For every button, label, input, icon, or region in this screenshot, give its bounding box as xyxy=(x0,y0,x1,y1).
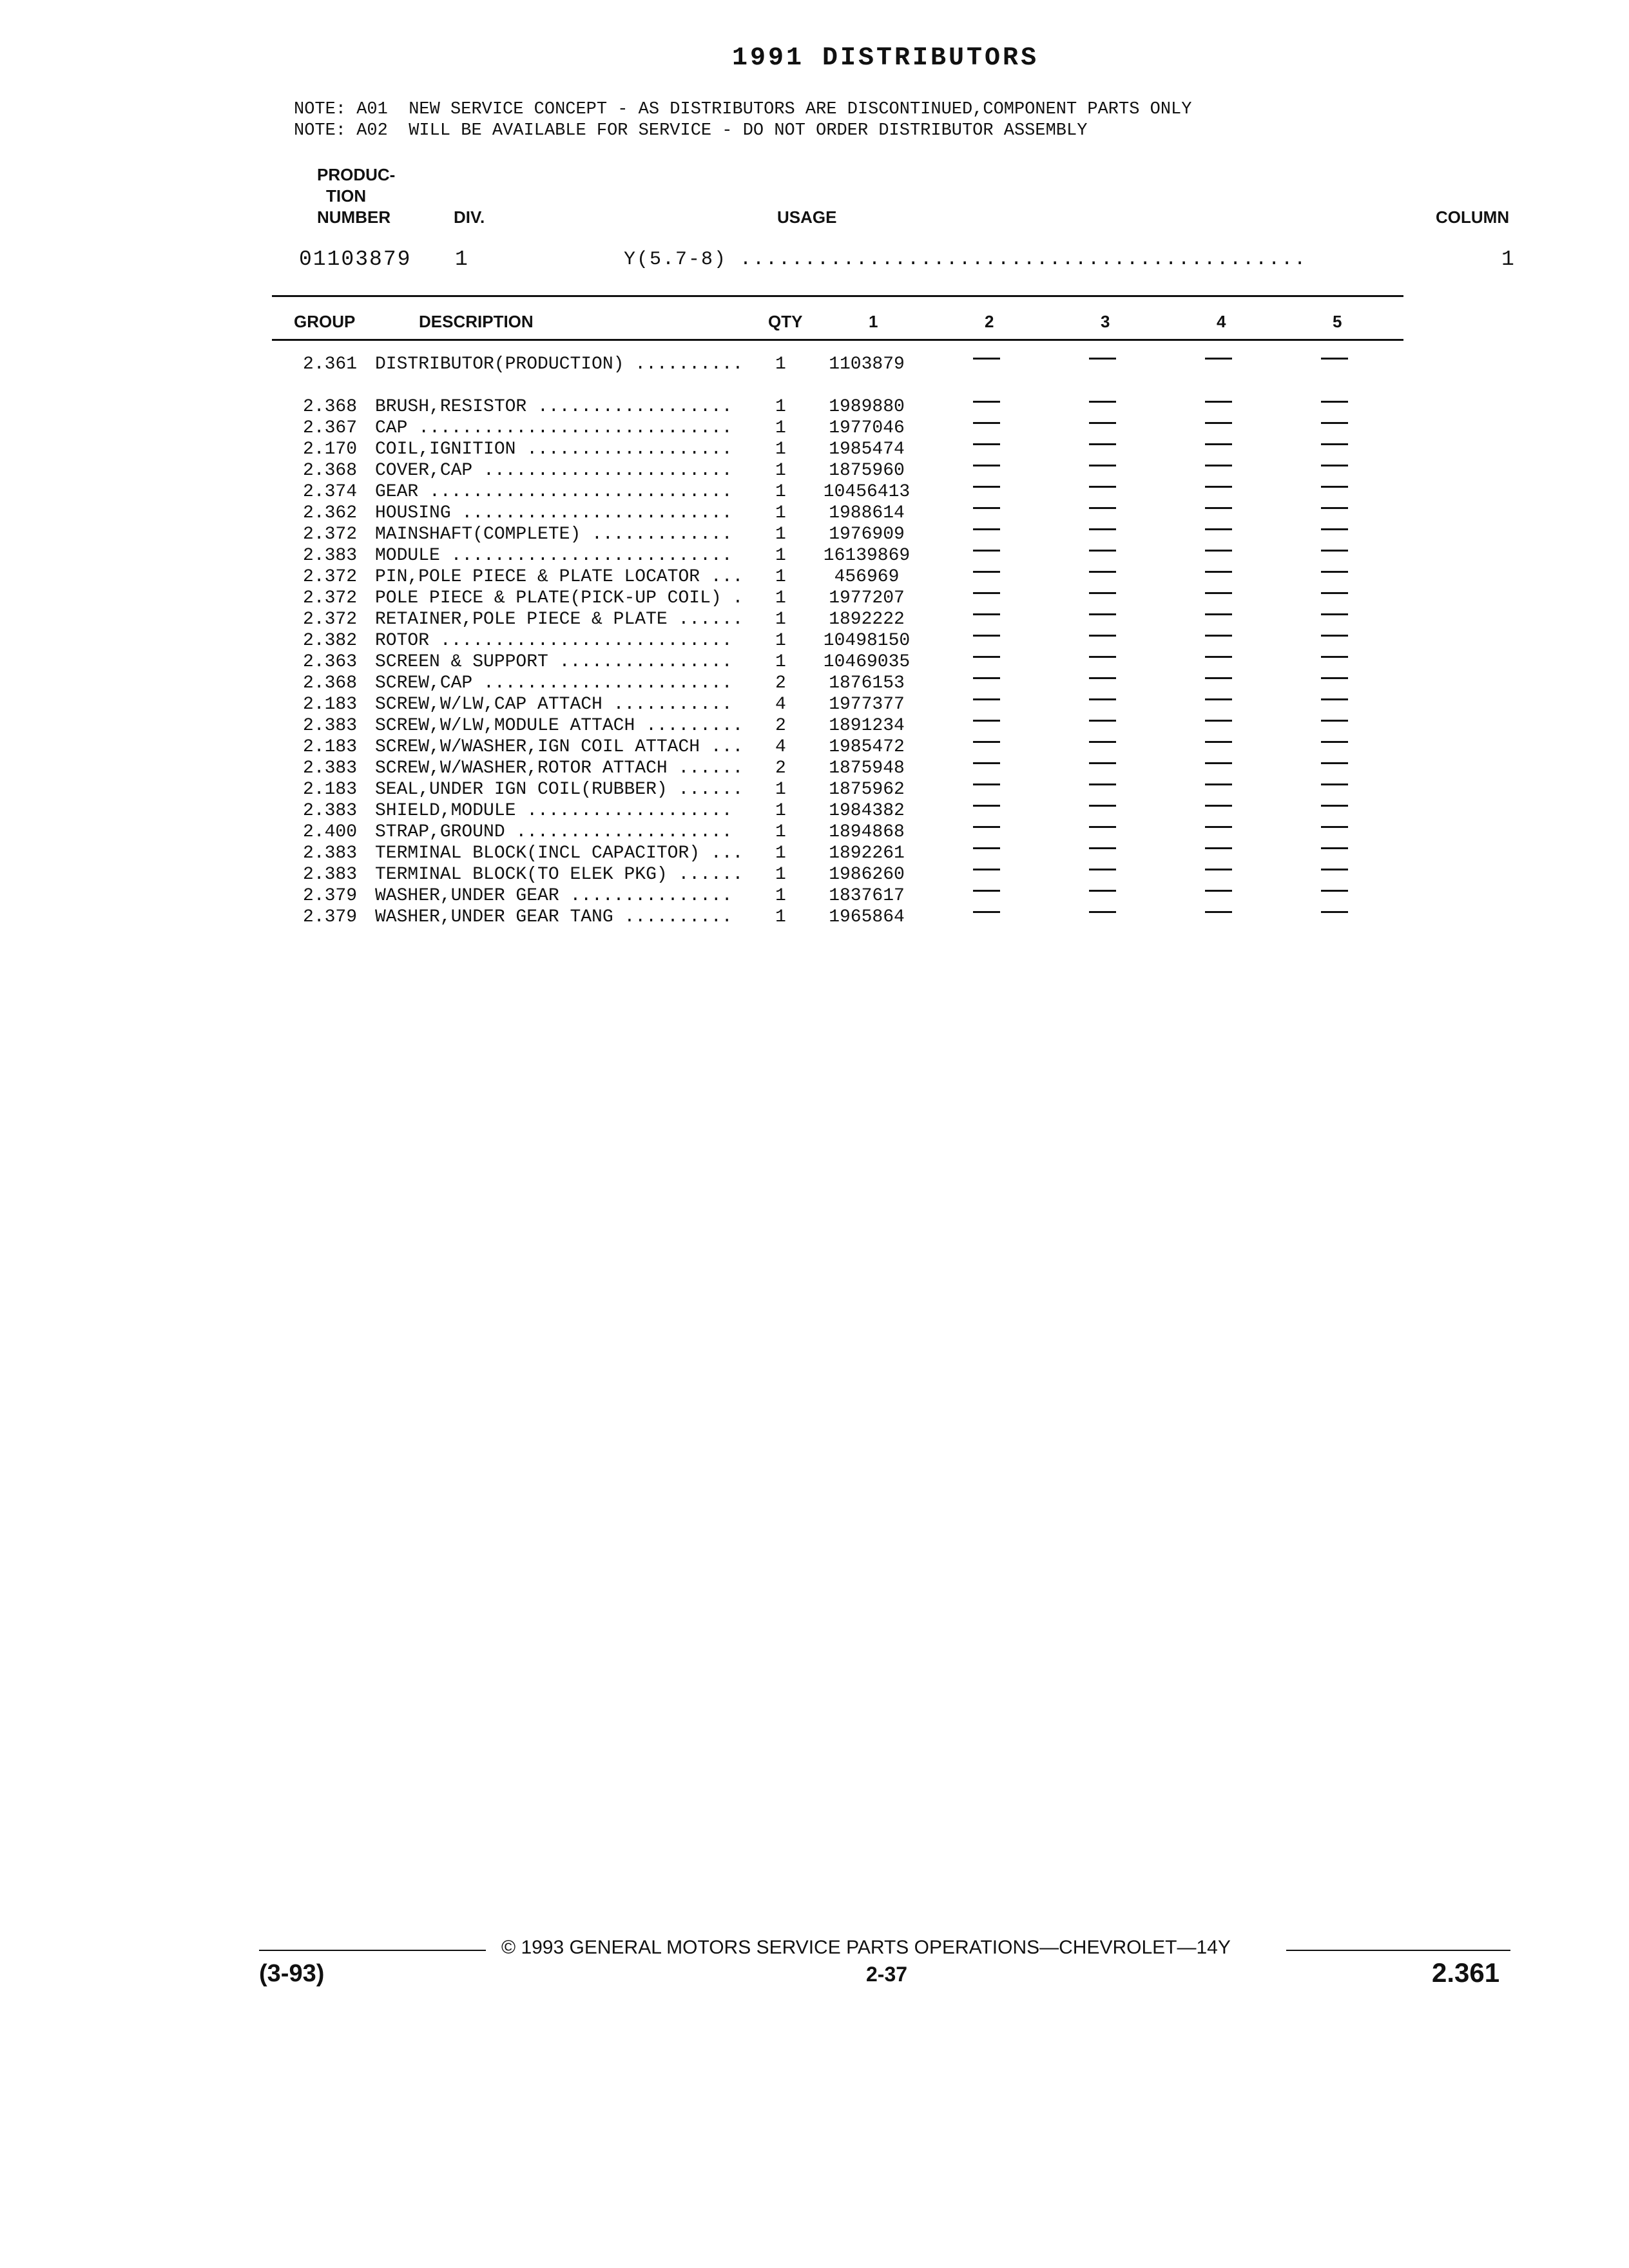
empty-cell-dash xyxy=(1321,613,1348,615)
empty-cell-dash xyxy=(1205,826,1232,828)
row-description: SEAL,UNDER IGN COIL(RUBBER) ...... xyxy=(375,780,744,800)
row-part-number: 1977046 xyxy=(829,418,905,438)
row-description: SCREW,W/WASHER,IGN COIL ATTACH ... xyxy=(375,737,744,757)
row-part-number: 10498150 xyxy=(823,631,911,651)
empty-cell-dash xyxy=(973,635,1000,637)
empty-cell-dash xyxy=(1205,698,1232,700)
empty-cell-dash xyxy=(1205,486,1232,488)
table-row xyxy=(0,780,1629,801)
row-group: 2.372 xyxy=(302,524,357,544)
empty-cell-dash xyxy=(1321,443,1348,445)
row-qty: 1 xyxy=(775,461,786,481)
empty-cell-dash xyxy=(1321,911,1348,913)
table-row xyxy=(0,716,1629,737)
empty-cell-dash xyxy=(973,507,1000,509)
row-group: 2.183 xyxy=(302,695,357,715)
row-description: WASHER,UNDER GEAR ............... xyxy=(375,886,733,906)
empty-cell-dash xyxy=(973,592,1000,594)
col5-header: 5 xyxy=(1333,312,1342,331)
empty-cell-dash xyxy=(1205,656,1232,658)
empty-cell-dash xyxy=(1089,571,1116,573)
group-column-header: GROUP xyxy=(294,312,356,331)
empty-cell-dash xyxy=(1205,550,1232,552)
row-description: COVER,CAP ....................... xyxy=(375,461,733,481)
row-part-number: 1976909 xyxy=(829,524,905,544)
row-description: HOUSING ......................... xyxy=(375,503,733,523)
row-part-number: 1985474 xyxy=(829,439,905,459)
row-description: SCREW,W/LW,CAP ATTACH ........... xyxy=(375,695,733,715)
row-description: PIN,POLE PIECE & PLATE LOCATOR ... xyxy=(375,567,744,587)
row-part-number: 1984382 xyxy=(829,801,905,821)
empty-cell-dash xyxy=(973,656,1000,658)
row-part-number: 1894868 xyxy=(829,822,905,842)
footer-copyright: © 1993 GENERAL MOTORS SERVICE PARTS OPERATIONS—CHEVROLET—14Y xyxy=(501,1937,1231,1958)
row-group: 2.368 xyxy=(302,673,357,693)
footer-section-number: 2.361 xyxy=(1432,1957,1500,1988)
table-row xyxy=(0,588,1629,610)
empty-cell-dash xyxy=(1205,677,1232,679)
empty-cell-dash xyxy=(1321,422,1348,424)
empty-cell-dash xyxy=(1205,783,1232,785)
row-part-number: 1988614 xyxy=(829,503,905,523)
table-row xyxy=(0,758,1629,780)
row-part-number: 1837617 xyxy=(829,886,905,906)
empty-cell-dash xyxy=(1321,741,1348,743)
production-number-header-line3: NUMBER xyxy=(317,207,391,227)
row-description: MAINSHAFT(COMPLETE) ............. xyxy=(375,524,733,544)
row-description: STRAP,GROUND .................... xyxy=(375,822,733,842)
row-qty: 2 xyxy=(775,673,786,693)
table-row xyxy=(0,886,1629,907)
empty-cell-dash xyxy=(973,465,1000,466)
empty-cell-dash xyxy=(1321,465,1348,466)
empty-cell-dash xyxy=(1205,911,1232,913)
row-qty: 2 xyxy=(775,716,786,736)
empty-cell-dash xyxy=(973,741,1000,743)
table-row xyxy=(0,461,1629,482)
empty-cell-dash xyxy=(1089,613,1116,615)
row-description: CAP ............................. xyxy=(375,418,733,438)
empty-cell-dash xyxy=(1205,443,1232,445)
empty-cell-dash xyxy=(1205,890,1232,892)
table-row xyxy=(0,737,1629,758)
row-qty: 4 xyxy=(775,737,786,757)
empty-cell-dash xyxy=(973,550,1000,552)
table-top-rule xyxy=(272,295,1403,297)
empty-cell-dash xyxy=(1321,656,1348,658)
empty-cell-dash xyxy=(1205,847,1232,849)
row-group: 2.362 xyxy=(302,503,357,523)
row-group: 2.383 xyxy=(302,758,357,778)
row-part-number: 1892222 xyxy=(829,610,905,629)
empty-cell-dash xyxy=(1089,720,1116,722)
empty-cell-dash xyxy=(1089,486,1116,488)
row-description: RETAINER,POLE PIECE & PLATE ...... xyxy=(375,610,744,629)
table-row xyxy=(0,418,1629,439)
row-part-number: 1876153 xyxy=(829,673,905,693)
production-number: 01103879 xyxy=(299,247,412,271)
empty-cell-dash xyxy=(1089,656,1116,658)
div-header: DIV. xyxy=(454,207,485,227)
empty-cell-dash xyxy=(1205,762,1232,764)
production-div: 1 xyxy=(455,247,469,271)
row-part-number: 1875948 xyxy=(829,758,905,778)
row-group: 2.170 xyxy=(302,439,357,459)
table-row xyxy=(0,865,1629,886)
row-group: 2.383 xyxy=(302,801,357,821)
empty-cell-dash xyxy=(1321,401,1348,403)
row-group: 2.383 xyxy=(302,865,357,885)
table-row xyxy=(0,567,1629,588)
empty-cell-dash xyxy=(1089,550,1116,552)
row-part-number: 1977377 xyxy=(829,695,905,715)
table-row xyxy=(0,631,1629,652)
empty-cell-dash xyxy=(1089,592,1116,594)
row-qty: 1 xyxy=(775,439,786,459)
empty-cell-dash xyxy=(1205,465,1232,466)
empty-cell-dash xyxy=(973,698,1000,700)
column-header: COLUMN xyxy=(1436,207,1510,227)
empty-cell-dash xyxy=(973,422,1000,424)
table-row xyxy=(0,822,1629,843)
empty-cell-dash xyxy=(973,528,1000,530)
row-description: SHIELD,MODULE ................... xyxy=(375,801,733,821)
empty-cell-dash xyxy=(1089,762,1116,764)
empty-cell-dash xyxy=(973,613,1000,615)
col2-header: 2 xyxy=(985,312,994,331)
row-part-number: 1977207 xyxy=(829,588,905,608)
table-row xyxy=(0,524,1629,546)
empty-cell-dash xyxy=(973,358,1000,360)
table-row xyxy=(0,546,1629,567)
empty-cell-dash xyxy=(1321,358,1348,360)
production-column: 1 xyxy=(1501,247,1516,271)
row-group: 2.368 xyxy=(302,397,357,417)
row-description: GEAR ............................ xyxy=(375,482,733,502)
production-number-header-line2: TION xyxy=(326,186,367,206)
row-qty: 1 xyxy=(775,482,786,502)
description-column-header: DESCRIPTION xyxy=(419,312,534,331)
row-qty: 1 xyxy=(775,801,786,821)
empty-cell-dash xyxy=(1205,358,1232,360)
table-row xyxy=(0,652,1629,673)
row-description: SCREW,CAP ....................... xyxy=(375,673,733,693)
empty-cell-dash xyxy=(1205,869,1232,870)
row-qty: 1 xyxy=(775,503,786,523)
empty-cell-dash xyxy=(1321,677,1348,679)
empty-cell-dash xyxy=(973,911,1000,913)
row-group: 2.382 xyxy=(302,631,357,651)
empty-cell-dash xyxy=(1321,528,1348,530)
empty-cell-dash xyxy=(973,805,1000,807)
table-row xyxy=(0,907,1629,928)
row-part-number: 16139869 xyxy=(823,546,911,566)
empty-cell-dash xyxy=(1089,465,1116,466)
empty-cell-dash xyxy=(1089,741,1116,743)
table-header-rule xyxy=(272,339,1403,341)
table-row xyxy=(0,843,1629,865)
row-description: WASHER,UNDER GEAR TANG .......... xyxy=(375,907,733,927)
table-row xyxy=(0,673,1629,695)
empty-cell-dash xyxy=(1089,826,1116,828)
production-usage: Y(5.7-8) ............................................ xyxy=(624,249,1307,271)
row-qty: 2 xyxy=(775,758,786,778)
empty-cell-dash xyxy=(973,890,1000,892)
empty-cell-dash xyxy=(1321,635,1348,637)
row-qty: 1 xyxy=(775,652,786,672)
row-qty: 1 xyxy=(775,843,786,863)
row-part-number: 1892261 xyxy=(829,843,905,863)
empty-cell-dash xyxy=(1321,571,1348,573)
row-description: SCREW,W/LW,MODULE ATTACH ......... xyxy=(375,716,744,736)
row-qty: 1 xyxy=(775,567,786,587)
empty-cell-dash xyxy=(973,677,1000,679)
table-row xyxy=(0,695,1629,716)
row-group: 2.383 xyxy=(302,843,357,863)
row-group: 2.183 xyxy=(302,780,357,800)
row-part-number: 1891234 xyxy=(829,716,905,736)
empty-cell-dash xyxy=(973,486,1000,488)
row-description: COIL,IGNITION ................... xyxy=(375,439,733,459)
empty-cell-dash xyxy=(1089,422,1116,424)
row-description: ROTOR ........................... xyxy=(375,631,733,651)
row-qty: 1 xyxy=(775,631,786,651)
row-qty: 1 xyxy=(775,907,786,927)
row-description: MODULE .......................... xyxy=(375,546,733,566)
row-description: SCREW,W/WASHER,ROTOR ATTACH ...... xyxy=(375,758,744,778)
empty-cell-dash xyxy=(1321,869,1348,870)
row-group: 2.367 xyxy=(302,418,357,438)
empty-cell-dash xyxy=(1089,358,1116,360)
footer-rule-right xyxy=(1286,1950,1510,1951)
row-part-number: 1986260 xyxy=(829,865,905,885)
table-row xyxy=(0,354,1629,376)
empty-cell-dash xyxy=(1089,805,1116,807)
footer-page-number: 2-37 xyxy=(866,1963,908,1986)
row-qty: 1 xyxy=(775,524,786,544)
row-group: 2.400 xyxy=(302,822,357,842)
row-description: POLE PIECE & PLATE(PICK-UP COIL) . xyxy=(375,588,744,608)
empty-cell-dash xyxy=(1321,783,1348,785)
row-part-number: 1875960 xyxy=(829,461,905,481)
row-qty: 1 xyxy=(775,588,786,608)
row-group: 2.379 xyxy=(302,886,357,906)
row-description: TERMINAL BLOCK(TO ELEK PKG) ...... xyxy=(375,865,744,885)
empty-cell-dash xyxy=(1321,507,1348,509)
empty-cell-dash xyxy=(1089,847,1116,849)
empty-cell-dash xyxy=(1321,805,1348,807)
table-row xyxy=(0,439,1629,461)
empty-cell-dash xyxy=(1205,741,1232,743)
empty-cell-dash xyxy=(973,826,1000,828)
empty-cell-dash xyxy=(1089,677,1116,679)
empty-cell-dash xyxy=(973,869,1000,870)
empty-cell-dash xyxy=(1089,869,1116,870)
empty-cell-dash xyxy=(1205,635,1232,637)
row-group: 2.374 xyxy=(302,482,357,502)
empty-cell-dash xyxy=(1205,401,1232,403)
row-part-number: 1989880 xyxy=(829,397,905,417)
row-group: 2.368 xyxy=(302,461,357,481)
empty-cell-dash xyxy=(1089,911,1116,913)
row-group: 2.183 xyxy=(302,737,357,757)
row-group: 2.372 xyxy=(302,610,357,629)
row-part-number: 1985472 xyxy=(829,737,905,757)
row-description: SCREEN & SUPPORT ................ xyxy=(375,652,733,672)
empty-cell-dash xyxy=(1321,486,1348,488)
row-group: 2.372 xyxy=(302,588,357,608)
empty-cell-dash xyxy=(1205,613,1232,615)
empty-cell-dash xyxy=(973,762,1000,764)
table-row xyxy=(0,610,1629,631)
table-row xyxy=(0,503,1629,524)
row-part-number: 1875962 xyxy=(829,780,905,800)
empty-cell-dash xyxy=(1205,720,1232,722)
row-part-number: 10469035 xyxy=(823,652,911,672)
row-group: 2.383 xyxy=(302,716,357,736)
footer-date-code: (3-93) xyxy=(259,1960,325,1987)
empty-cell-dash xyxy=(1089,783,1116,785)
footer-rule-left xyxy=(259,1950,486,1951)
row-description: DISTRIBUTOR(PRODUCTION) .......... xyxy=(375,354,744,374)
row-description: TERMINAL BLOCK(INCL CAPACITOR) ... xyxy=(375,843,744,863)
row-qty: 1 xyxy=(775,780,786,800)
empty-cell-dash xyxy=(1089,443,1116,445)
col1-header: 1 xyxy=(869,312,878,331)
empty-cell-dash xyxy=(973,443,1000,445)
empty-cell-dash xyxy=(973,720,1000,722)
qty-column-header: QTY xyxy=(768,312,803,331)
empty-cell-dash xyxy=(1205,571,1232,573)
row-qty: 1 xyxy=(775,865,786,885)
empty-cell-dash xyxy=(1321,698,1348,700)
row-part-number: 1103879 xyxy=(829,354,905,374)
col4-header: 4 xyxy=(1217,312,1226,331)
note-a02: NOTE: A02 WILL BE AVAILABLE FOR SERVICE - DO NOT ORDER DISTRIBUTOR ASSEMBLY xyxy=(294,121,1088,140)
empty-cell-dash xyxy=(1089,528,1116,530)
empty-cell-dash xyxy=(1089,890,1116,892)
row-qty: 1 xyxy=(775,418,786,438)
empty-cell-dash xyxy=(1321,826,1348,828)
row-qty: 1 xyxy=(775,822,786,842)
empty-cell-dash xyxy=(1205,507,1232,509)
usage-header: USAGE xyxy=(777,207,837,227)
empty-cell-dash xyxy=(973,847,1000,849)
row-group: 2.379 xyxy=(302,907,357,927)
row-group: 2.363 xyxy=(302,652,357,672)
empty-cell-dash xyxy=(1089,698,1116,700)
row-group: 2.361 xyxy=(302,354,357,374)
empty-cell-dash xyxy=(1089,635,1116,637)
empty-cell-dash xyxy=(1205,805,1232,807)
row-qty: 4 xyxy=(775,695,786,715)
row-part-number: 456969 xyxy=(834,567,900,587)
table-row xyxy=(0,397,1629,418)
empty-cell-dash xyxy=(973,401,1000,403)
row-qty: 1 xyxy=(775,354,786,374)
empty-cell-dash xyxy=(973,571,1000,573)
empty-cell-dash xyxy=(1321,550,1348,552)
empty-cell-dash xyxy=(1205,422,1232,424)
row-qty: 1 xyxy=(775,610,786,629)
row-group: 2.383 xyxy=(302,546,357,566)
empty-cell-dash xyxy=(973,783,1000,785)
empty-cell-dash xyxy=(1321,890,1348,892)
empty-cell-dash xyxy=(1205,528,1232,530)
empty-cell-dash xyxy=(1321,720,1348,722)
empty-cell-dash xyxy=(1089,401,1116,403)
empty-cell-dash xyxy=(1205,592,1232,594)
page-title: 1991 DISTRIBUTORS xyxy=(732,44,1039,73)
row-qty: 1 xyxy=(775,546,786,566)
row-part-number: 10456413 xyxy=(823,482,911,502)
row-qty: 1 xyxy=(775,886,786,906)
empty-cell-dash xyxy=(1089,507,1116,509)
note-a01: NOTE: A01 NEW SERVICE CONCEPT - AS DISTRIBUTORS ARE DISCONTINUED,COMPONENT PARTS ONLY xyxy=(294,100,1192,119)
table-row xyxy=(0,482,1629,503)
empty-cell-dash xyxy=(1321,762,1348,764)
row-group: 2.372 xyxy=(302,567,357,587)
col3-header: 3 xyxy=(1101,312,1110,331)
row-qty: 1 xyxy=(775,397,786,417)
production-number-header-line1: PRODUC- xyxy=(317,165,396,184)
empty-cell-dash xyxy=(1321,847,1348,849)
row-part-number: 1965864 xyxy=(829,907,905,927)
table-row xyxy=(0,801,1629,822)
empty-cell-dash xyxy=(1321,592,1348,594)
row-description: BRUSH,RESISTOR .................. xyxy=(375,397,733,417)
